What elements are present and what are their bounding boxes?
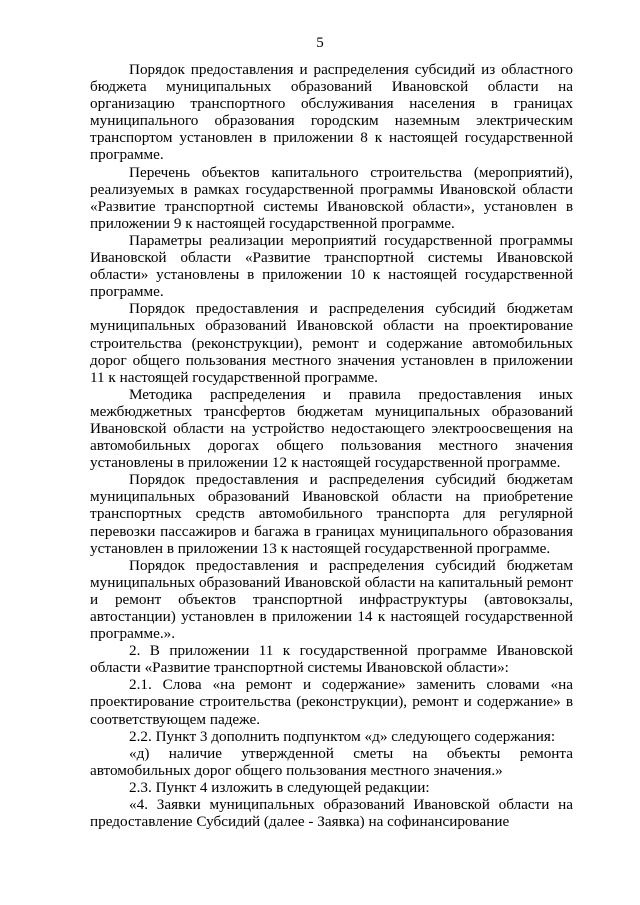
paragraph: Перечень объектов капитального строительства (мероприятий), реализуемых в рамках государственной программы Ивановской области «Развитие транспортной системы Ивановской области», установлен в приложении 9 к настоящей государственной программе. [90, 163, 573, 232]
document-body [90, 61, 573, 830]
paragraph: Методика распределения и правила предоставления иных межбюджетных трансфертов бюджетам муниципальных образований Ивановской области на устройство недостающего электроосвещения на автомобильных дорогах общего пользования местного значения установлены в приложении 12 к настоящей государственной программе. [90, 385, 573, 472]
paragraph: Порядок предоставления и распределения субсидий бюджетам муниципальных образований Ивановской области на капитальный ремонт и ремонт объектов транспортной инфраструктуры (автовокзалы, автостанции) установлен в приложении 14 к настоящей государственной программе.». [90, 556, 573, 643]
paragraph: 2.2. Пункт 3 дополнить подпунктом «д» следующего содержания: [129, 727, 556, 745]
paragraph: 2.3. Пункт 4 изложить в следующей редакции: [129, 778, 430, 796]
paragraph: Порядок предоставления и распределения субсидий из областного бюджета муниципальных образований Ивановской области на организацию транспортного обслуживания населения в границах муниципального образования городским наземным электрическим транспортом установлен в приложении 8 к настоящей государственной программе. [90, 61, 573, 164]
paragraph: Порядок предоставления и распределения субсидий бюджетам муниципальных образований Ивановской области на проектирование строительства (реконструкции), ремонт и содержание автомобильных дорог общего пользования местного значения установлен в приложении 11 к настоящей государственной программе. [90, 300, 573, 386]
paragraph: 2.1. Слова «на ремонт и содержание» заменить словами «на проектирование строительства (реконструкции), ремонт и содержание» в соответствующем падеже. [90, 676, 573, 728]
paragraph: «д) наличие утвержденной сметы на объекты ремонта автомобильных дорог общего пользования местного значения.» [90, 744, 573, 779]
paragraph: Параметры реализации мероприятий государственной программы Ивановской области «Развитие транспортной системы Ивановской области» установлены в приложении 10 к настоящей государственной программе. [90, 231, 573, 301]
paragraph: 2. В приложении 11 к государственной программе Ивановской области «Развитие транспортной системы Ивановской области»: [90, 642, 573, 677]
paragraph: Порядок предоставления и распределения субсидий бюджетам муниципальных образований Ивановской области на приобретение транспортных средств автомобильного транспорта для регулярной перевозки пассажиров и багажа в границах муниципального образования установлен в приложении 13 к настоящей государственной программе. [90, 471, 573, 557]
paragraph: «4. Заявки муниципальных образований Ивановской области на предоставление Субсидий (далее - Заявка) на софинансирование [90, 796, 573, 831]
page-number: 5 [316, 35, 324, 51]
